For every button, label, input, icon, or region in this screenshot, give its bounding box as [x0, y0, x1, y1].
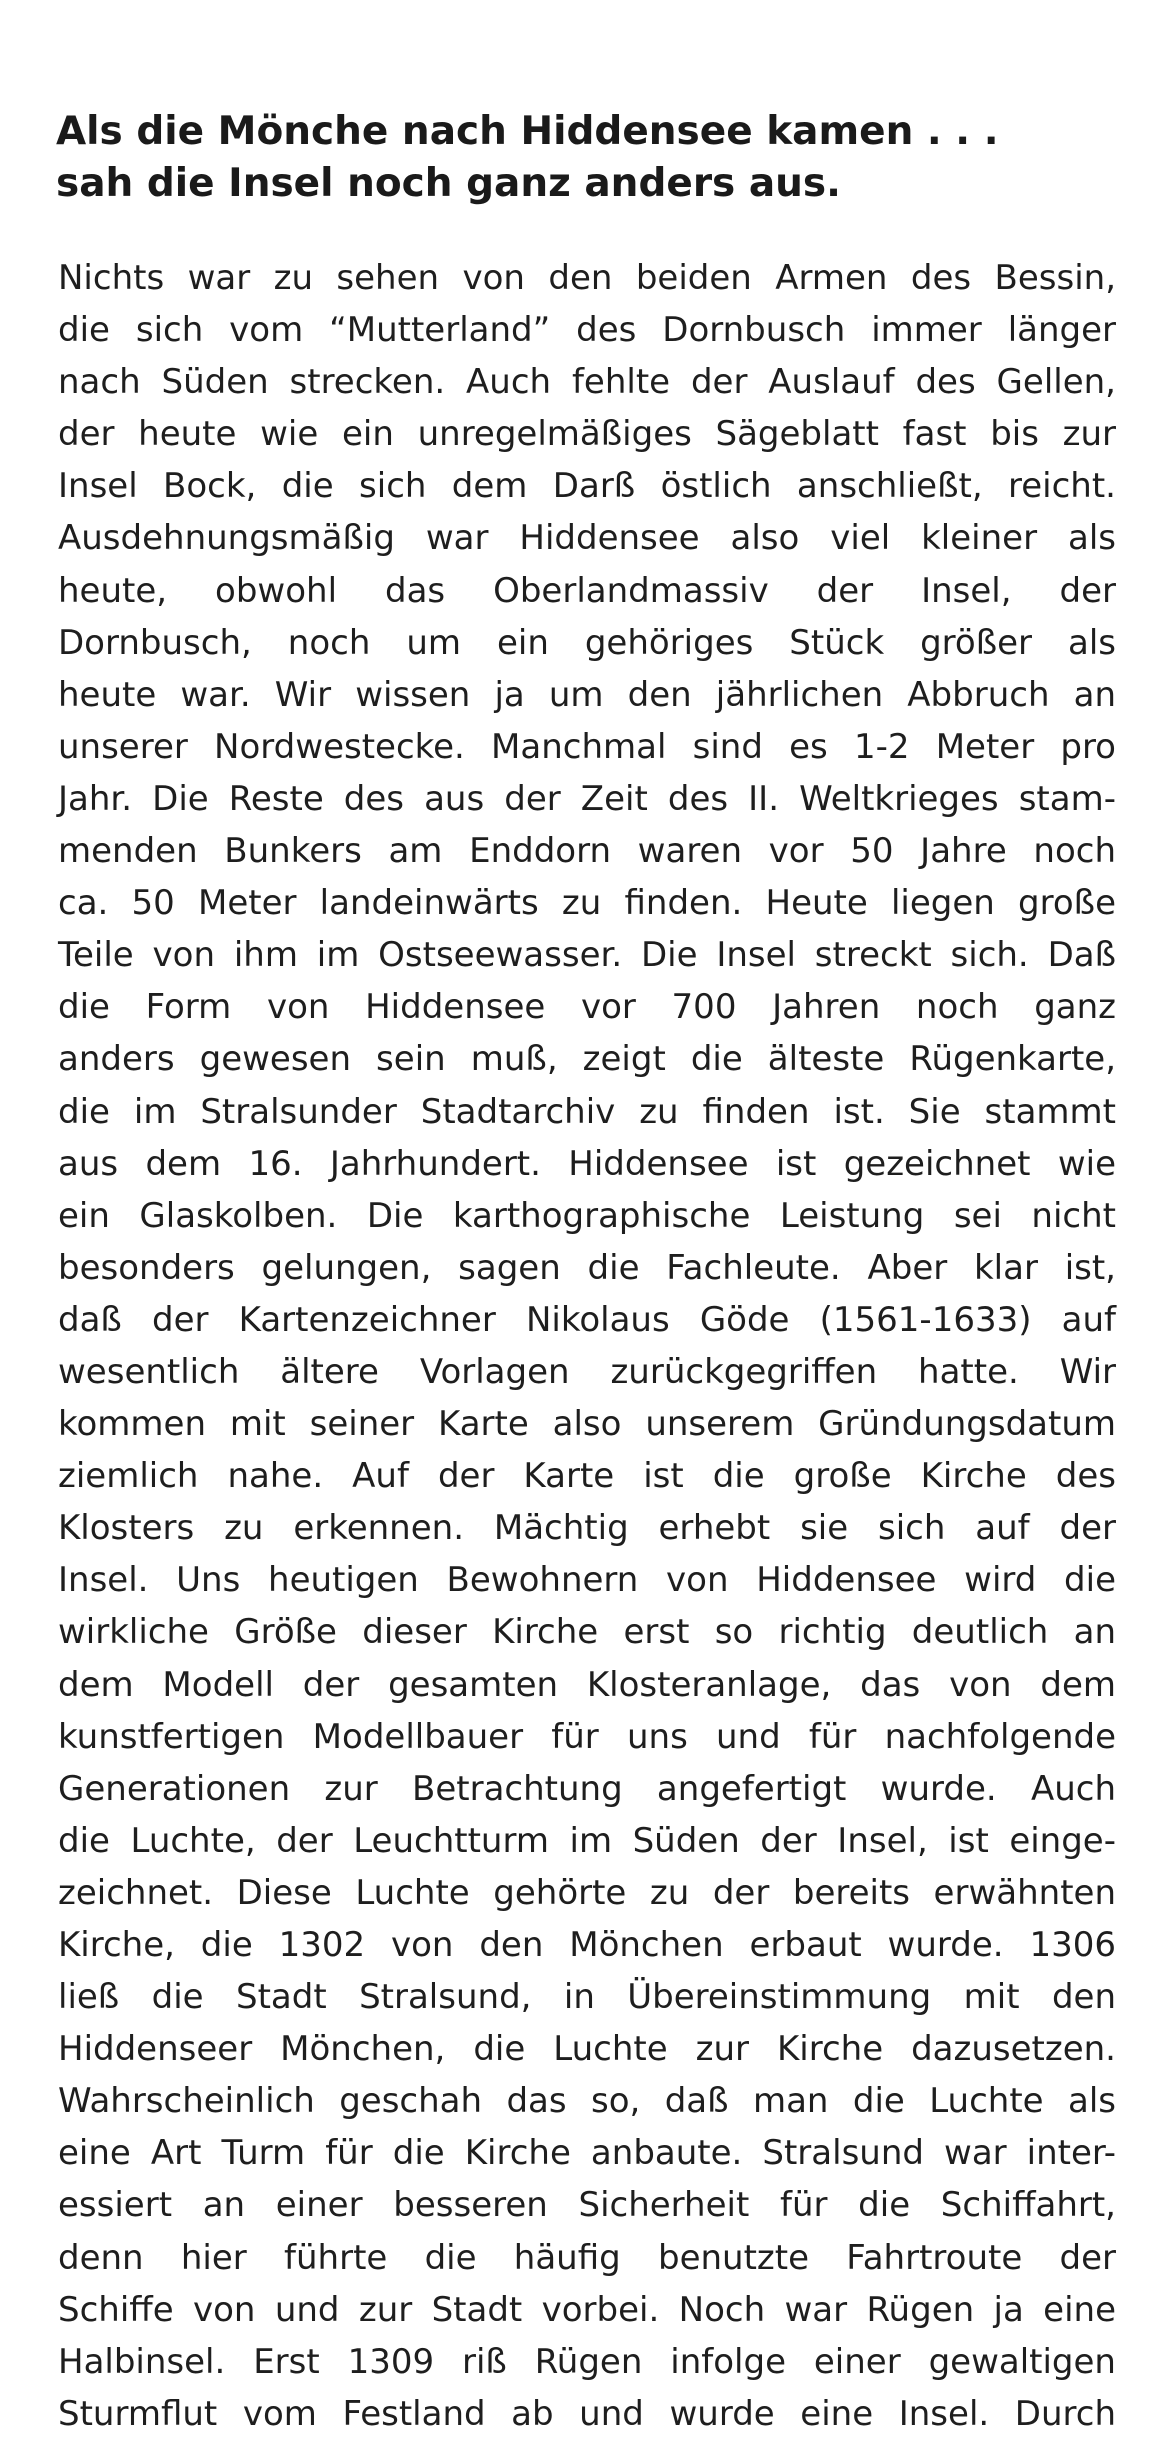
body-line: Insel. Uns heutigen Bewohnern von Hiddensee wird die	[58, 1560, 1116, 1601]
body-line: Jahr. Die Reste des aus der Zeit des II. Weltkrieges stam-	[58, 778, 1116, 819]
heading-line-1: Als die Mönche nach Hiddensee kamen . . .	[56, 109, 999, 154]
body-line: Insel Bock, die sich dem Darß östlich anschließt, reicht.	[58, 466, 1116, 507]
body-line: Ausdehnungsmäßig war Hiddensee also viel kleiner als	[58, 518, 1116, 559]
body-line: die im Stralsunder Stadtarchiv zu finden ist. Sie stammt	[58, 1091, 1116, 1132]
body-line: heute, obwohl das Oberlandmassiv der Insel, der	[58, 570, 1116, 611]
body-line: Nichts war zu sehen von den beiden Armen des Bessin,	[58, 258, 1116, 298]
body-line: aus dem 16. Jahrhundert. Hiddensee ist gezeichnet wie	[58, 1143, 1116, 1184]
body-line: ca. 50 Meter landeinwärts zu finden. Heute liegen große	[58, 883, 1116, 924]
article-heading	[56, 106, 1116, 210]
body-line: besonders gelungen, sagen die Fachleute. Aber klar ist,	[58, 1247, 1116, 1288]
body-line: Halbinsel. Erst 1309 riß Rügen infolge einer gewaltigen	[58, 2341, 1116, 2382]
body-line: ein Glaskolben. Die karthographische Leistung sei nicht	[58, 1195, 1116, 1236]
body-line: Generationen zur Betrachtung angefertigt wurde. Auch	[58, 1768, 1116, 1809]
body-line: Dornbusch, noch um ein gehöriges Stück größer als	[58, 622, 1116, 663]
body-line: Schiffe von und zur Stadt vorbei. Noch war Rügen ja eine	[58, 2289, 1116, 2330]
body-line: Klosters zu erkennen. Mächtig erhebt sie sich auf der	[58, 1508, 1116, 1549]
body-line: Teile von ihm im Ostseewasser. Die Insel streckt sich. Daß	[58, 935, 1116, 976]
body-line: wesentlich ältere Vorlagen zurückgegriffen hatte. Wir	[58, 1351, 1116, 1392]
body-line: unserer Nordwestecke. Manchmal sind es 1-2 Meter pro	[58, 726, 1116, 767]
body-line: heute war. Wir wissen ja um den jährlichen Abbruch an	[58, 674, 1116, 715]
heading-line-2: sah die Insel noch ganz anders aus.	[56, 161, 841, 206]
body-line: anders gewesen sein muß, zeigt die älteste Rügenkarte,	[58, 1039, 1116, 1080]
body-line: Wahrscheinlich geschah das so, daß man die Luchte als	[58, 2081, 1116, 2122]
body-line: Hiddenseer Mönchen, die Luchte zur Kirche dazusetzen.	[58, 2029, 1116, 2070]
body-line: der heute wie ein unregelmäßiges Sägeblatt fast bis zur	[58, 414, 1116, 455]
body-line: kunstfertigen Modellbauer für uns und für nachfolgende	[58, 1716, 1116, 1757]
body-line: menden Bunkers am Enddorn waren vor 50 Jahre noch	[58, 831, 1116, 872]
body-line: die Luchte, der Leuchtturm im Süden der Insel, ist einge-	[58, 1820, 1116, 1861]
body-line: daß der Kartenzeichner Nikolaus Göde (1561-1633) auf	[58, 1299, 1116, 1340]
body-line: eine Art Turm für die Kirche anbaute. Stralsund war inter-	[58, 2133, 1116, 2174]
body-line: essiert an einer besseren Sicherheit für die Schiffahrt,	[58, 2185, 1116, 2226]
body-line: Sturmflut vom Festland ab und wurde eine Insel. Durch	[58, 2393, 1116, 2434]
body-line: die Form von Hiddensee vor 700 Jahren noch ganz	[58, 987, 1116, 1028]
body-line: dem Modell der gesamten Klosteranlage, das von dem	[58, 1664, 1116, 1705]
body-line: ziemlich nahe. Auf der Karte ist die große Kirche des	[58, 1456, 1116, 1497]
body-line: wirkliche Größe dieser Kirche erst so richtig deutlich an	[58, 1612, 1116, 1653]
article-body	[58, 252, 1116, 2440]
body-line: kommen mit seiner Karte also unserem Gründungsdatum	[58, 1404, 1116, 1445]
body-line: die sich vom “Mutterland” des Dornbusch immer länger	[58, 310, 1116, 351]
body-line: ließ die Stadt Stralsund, in Übereinstimmung mit den	[58, 1977, 1116, 2018]
body-line: Kirche, die 1302 von den Mönchen erbaut wurde. 1306	[58, 1925, 1116, 1965]
body-line: zeichnet. Diese Luchte gehörte zu der bereits erwähnten	[58, 1872, 1116, 1913]
body-line: denn hier führte die häufig benutzte Fahrtroute der	[58, 2237, 1116, 2278]
body-line: nach Süden strecken. Auch fehlte der Auslauf des Gellen,	[58, 362, 1116, 403]
